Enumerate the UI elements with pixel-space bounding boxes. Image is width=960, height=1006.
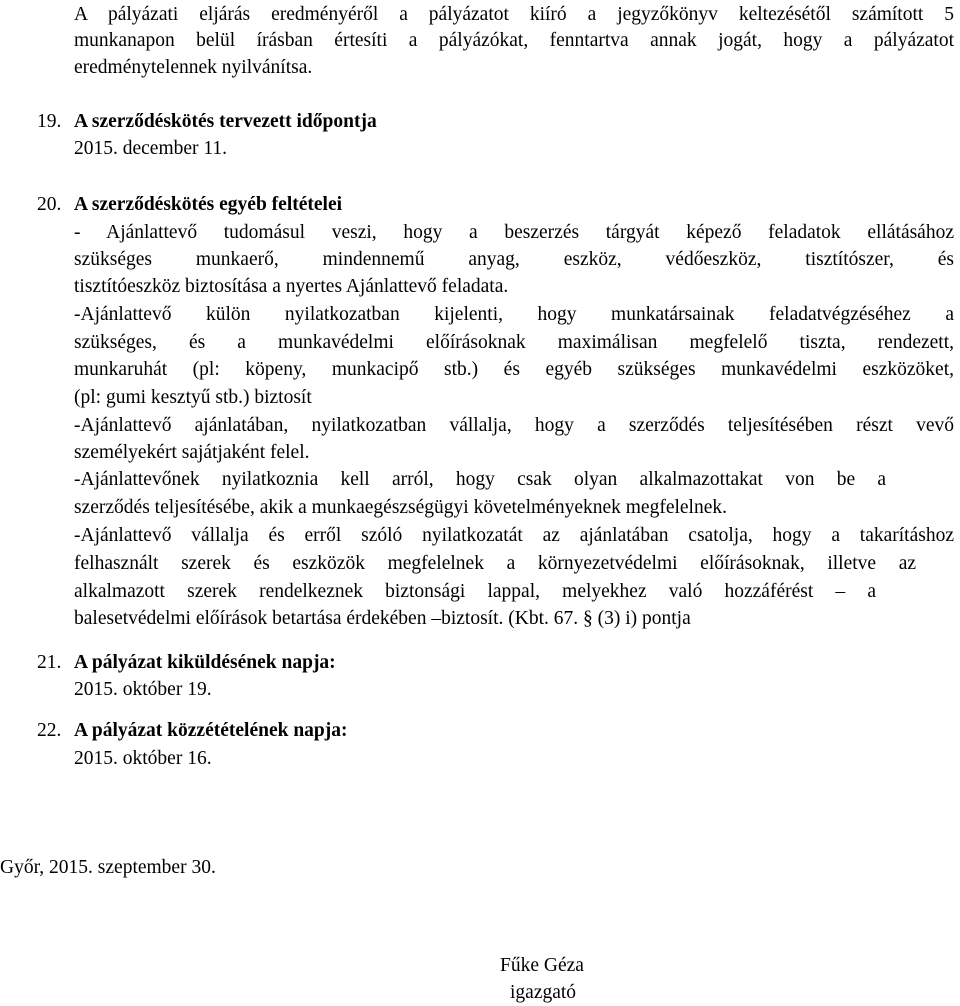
- section-20-line-8: -Ajánlattevő ajánlatában, nyilatkozatban vállalja, hogy a szerződés teljesítésében részt vevő: [74, 415, 954, 436]
- signature-role: igazgató: [510, 982, 577, 1003]
- section-20-heading: [37, 192, 343, 218]
- section-20-line-2: szükséges munkaerő, mindennemű anyag, eszköz, védőeszköz, tisztítószer, és: [74, 249, 954, 270]
- section-20-line-5: szükséges, és a munkavédelmi előírásoknak maximálisan megfelelő tiszta, rendezett,: [74, 332, 954, 353]
- intro-line-3: eredménytelennek nyilvánítsa.: [74, 57, 313, 78]
- section-22-number: 22.: [37, 720, 62, 741]
- section-20-line-12: -Ajánlattevő vállalja és erről szóló nyilatkozatát az ajánlatában csatolja, hogy a takarításhoz: [74, 525, 954, 546]
- intro-line-1: A pályázati eljárás eredményéről a pályázatot kiíró a jegyzőkönyv keltezésétől számított 5: [74, 4, 954, 25]
- section-20-line-1: - Ajánlattevő tudomásul veszi, hogy a beszerzés tárgyát képező feladatok ellátásához: [74, 222, 954, 243]
- section-19-value: 2015. december 11.: [74, 138, 228, 159]
- section-19-heading: [37, 109, 377, 135]
- section-19-number: 19.: [37, 111, 62, 132]
- section-20-title: A szerződéskötés egyéb feltételei: [74, 194, 343, 215]
- section-20-number: 20.: [37, 194, 62, 215]
- section-19-title: A szerződéskötés tervezett időpontja: [74, 111, 377, 132]
- section-22-title: A pályázat közzétételének napja:: [74, 720, 348, 741]
- section-20-line-10: -Ajánlattevőnek nyilatkoznia kell arról, hogy csak olyan alkalmazottakat von be a: [74, 469, 886, 490]
- section-22-heading: [37, 718, 348, 744]
- section-20-line-4: -Ajánlattevő külön nyilatkozatban kijelenti, hogy munkatársainak feladatvégzéséhez a: [74, 304, 954, 325]
- section-20-line-7: (pl: gumi kesztyű stb.) biztosít: [74, 387, 312, 408]
- section-21-heading: [37, 650, 336, 676]
- place-date: Győr, 2015. szeptember 30.: [0, 857, 216, 878]
- section-20-line-9: személyekért sajátjaként felel.: [74, 442, 310, 463]
- section-21-value: 2015. október 19.: [74, 679, 212, 700]
- section-20-line-13: felhasznált szerek és eszközök megfelelnek a környezetvédelmi előírásoknak, illetve az: [74, 553, 916, 574]
- intro-line-2: munkanapon belül írásban értesíti a pályázókat, fenntartva annak jogát, hogy a pályázatot: [74, 30, 954, 51]
- section-21-title: A pályázat kiküldésének napja:: [74, 652, 336, 673]
- section-20-line-3: tisztítóeszköz biztosítása a nyertes Ajánlattevő feladata.: [74, 276, 509, 297]
- section-20-line-11: szerződés teljesítésébe, akik a munkaegészségügyi követelményeknek megfelelnek.: [74, 497, 727, 518]
- section-22-value: 2015. október 16.: [74, 748, 212, 769]
- section-20-line-6: munkaruhát (pl: köpeny, munkacipő stb.) és egyéb szükséges munkavédelmi eszközöket,: [74, 359, 954, 380]
- section-20-line-15: balesetvédelmi előírások betartása érdekében –biztosít. (Kbt. 67. § (3) i) pontja: [74, 608, 691, 629]
- signature-name: Fűke Géza: [500, 955, 584, 976]
- section-20-line-14: alkalmazott szerek rendelkeznek biztonsági lappal, melyekhez való hozzáférést – a: [74, 581, 876, 602]
- section-21-number: 21.: [37, 652, 62, 673]
